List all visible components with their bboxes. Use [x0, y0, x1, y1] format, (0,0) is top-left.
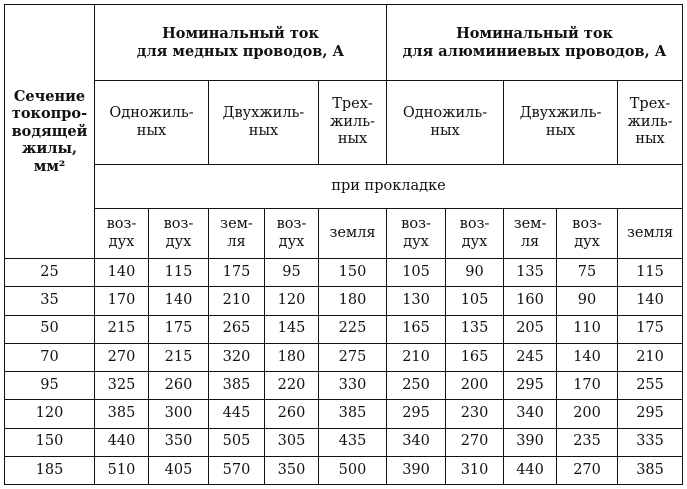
current-cell: 115 [618, 259, 683, 287]
current-cell: 180 [265, 343, 319, 371]
current-cell: 150 [319, 259, 387, 287]
section-cell: 50 [5, 315, 95, 343]
current-cell: 110 [557, 315, 618, 343]
current-cell: 140 [557, 343, 618, 371]
current-cell: 210 [209, 287, 265, 315]
current-cell: 445 [209, 400, 265, 428]
current-cell: 175 [618, 315, 683, 343]
current-cell: 265 [209, 315, 265, 343]
current-cell: 320 [209, 343, 265, 371]
aluminum-two-core-header: Двухжиль- ных [504, 81, 618, 165]
current-cell: 200 [446, 372, 504, 400]
aluminum-three-core-header: Трех- жиль- ных [618, 81, 683, 165]
section-cell: 150 [5, 428, 95, 456]
table-row [5, 400, 683, 428]
current-cell: 295 [504, 372, 557, 400]
sub-header-air: воз- дух [149, 209, 209, 259]
table-row [5, 456, 683, 484]
current-cell: 90 [557, 287, 618, 315]
current-cell: 275 [319, 343, 387, 371]
aluminum-header: Номинальный ток для алюминиевых проводов, А [387, 5, 683, 81]
current-cell: 135 [504, 259, 557, 287]
sub-header-air: воз- дух [557, 209, 618, 259]
current-cell: 205 [504, 315, 557, 343]
current-cell: 570 [209, 456, 265, 484]
current-cell: 220 [265, 372, 319, 400]
current-cell: 120 [265, 287, 319, 315]
section-cell: 95 [5, 372, 95, 400]
current-cell: 105 [446, 287, 504, 315]
current-cell: 170 [95, 287, 149, 315]
current-cell: 200 [557, 400, 618, 428]
current-cell: 140 [618, 287, 683, 315]
current-cell: 260 [265, 400, 319, 428]
current-cell: 385 [95, 400, 149, 428]
table-row [5, 428, 683, 456]
current-cell: 350 [265, 456, 319, 484]
current-cell: 340 [504, 400, 557, 428]
current-cell: 255 [618, 372, 683, 400]
copper-header: Номинальный ток для медных проводов, А [95, 5, 387, 81]
current-cell: 440 [95, 428, 149, 456]
current-cell: 435 [319, 428, 387, 456]
current-cell: 390 [387, 456, 446, 484]
section-cell: 70 [5, 343, 95, 371]
current-cell: 300 [149, 400, 209, 428]
copper-three-core-header: Трех- жиль- ных [319, 81, 387, 165]
current-cell: 310 [446, 456, 504, 484]
sub-header-air: воз- дух [95, 209, 149, 259]
current-cell: 235 [557, 428, 618, 456]
current-cell: 305 [265, 428, 319, 456]
current-cell: 90 [446, 259, 504, 287]
current-cell: 130 [387, 287, 446, 315]
current-cell: 140 [95, 259, 149, 287]
current-cell: 325 [95, 372, 149, 400]
aluminum-single-core-header: Одножиль- ных [387, 81, 504, 165]
current-cell: 160 [504, 287, 557, 315]
current-cell: 165 [446, 343, 504, 371]
current-cell: 385 [319, 400, 387, 428]
section-cell: 120 [5, 400, 95, 428]
current-rating-table [4, 4, 683, 485]
section-cell: 185 [5, 456, 95, 484]
current-cell: 270 [557, 456, 618, 484]
current-cell: 145 [265, 315, 319, 343]
table-row [5, 372, 683, 400]
current-cell: 260 [149, 372, 209, 400]
current-cell: 500 [319, 456, 387, 484]
table-row [5, 315, 683, 343]
current-cell: 135 [446, 315, 504, 343]
current-cell: 230 [446, 400, 504, 428]
current-cell: 210 [387, 343, 446, 371]
current-cell: 225 [319, 315, 387, 343]
section-cell: 35 [5, 287, 95, 315]
current-cell: 95 [265, 259, 319, 287]
current-cell: 170 [557, 372, 618, 400]
current-cell: 510 [95, 456, 149, 484]
table-body [5, 259, 683, 485]
current-cell: 335 [618, 428, 683, 456]
table-row [5, 259, 683, 287]
current-cell: 295 [387, 400, 446, 428]
current-cell: 245 [504, 343, 557, 371]
laying-header: при прокладке [95, 165, 683, 209]
current-cell: 505 [209, 428, 265, 456]
current-cell: 340 [387, 428, 446, 456]
current-cell: 350 [149, 428, 209, 456]
current-cell: 175 [209, 259, 265, 287]
current-cell: 75 [557, 259, 618, 287]
current-cell: 385 [618, 456, 683, 484]
sub-header-ground: зем- ля [209, 209, 265, 259]
current-cell: 385 [209, 372, 265, 400]
table-row [5, 287, 683, 315]
sub-header-air: воз- дух [446, 209, 504, 259]
sub-header-ground: зем- ля [504, 209, 557, 259]
current-cell: 330 [319, 372, 387, 400]
copper-two-core-header: Двухжиль- ных [209, 81, 319, 165]
current-cell: 165 [387, 315, 446, 343]
current-cell: 140 [149, 287, 209, 315]
current-cell: 405 [149, 456, 209, 484]
current-cell: 105 [387, 259, 446, 287]
current-cell: 295 [618, 400, 683, 428]
section-cell: 25 [5, 259, 95, 287]
current-cell: 175 [149, 315, 209, 343]
section-header: Сечение токопро- водящей жилы, мм² [5, 5, 95, 259]
current-cell: 115 [149, 259, 209, 287]
sub-header-air: воз- дух [265, 209, 319, 259]
table-row [5, 343, 683, 371]
sub-header-ground: земля [618, 209, 683, 259]
current-cell: 270 [446, 428, 504, 456]
sub-header-air: воз- дух [387, 209, 446, 259]
current-cell: 210 [618, 343, 683, 371]
current-cell: 250 [387, 372, 446, 400]
sub-header-ground: земля [319, 209, 387, 259]
current-cell: 180 [319, 287, 387, 315]
current-cell: 390 [504, 428, 557, 456]
current-cell: 270 [95, 343, 149, 371]
copper-single-core-header: Одножиль- ных [95, 81, 209, 165]
current-cell: 440 [504, 456, 557, 484]
current-cell: 215 [95, 315, 149, 343]
current-cell: 215 [149, 343, 209, 371]
